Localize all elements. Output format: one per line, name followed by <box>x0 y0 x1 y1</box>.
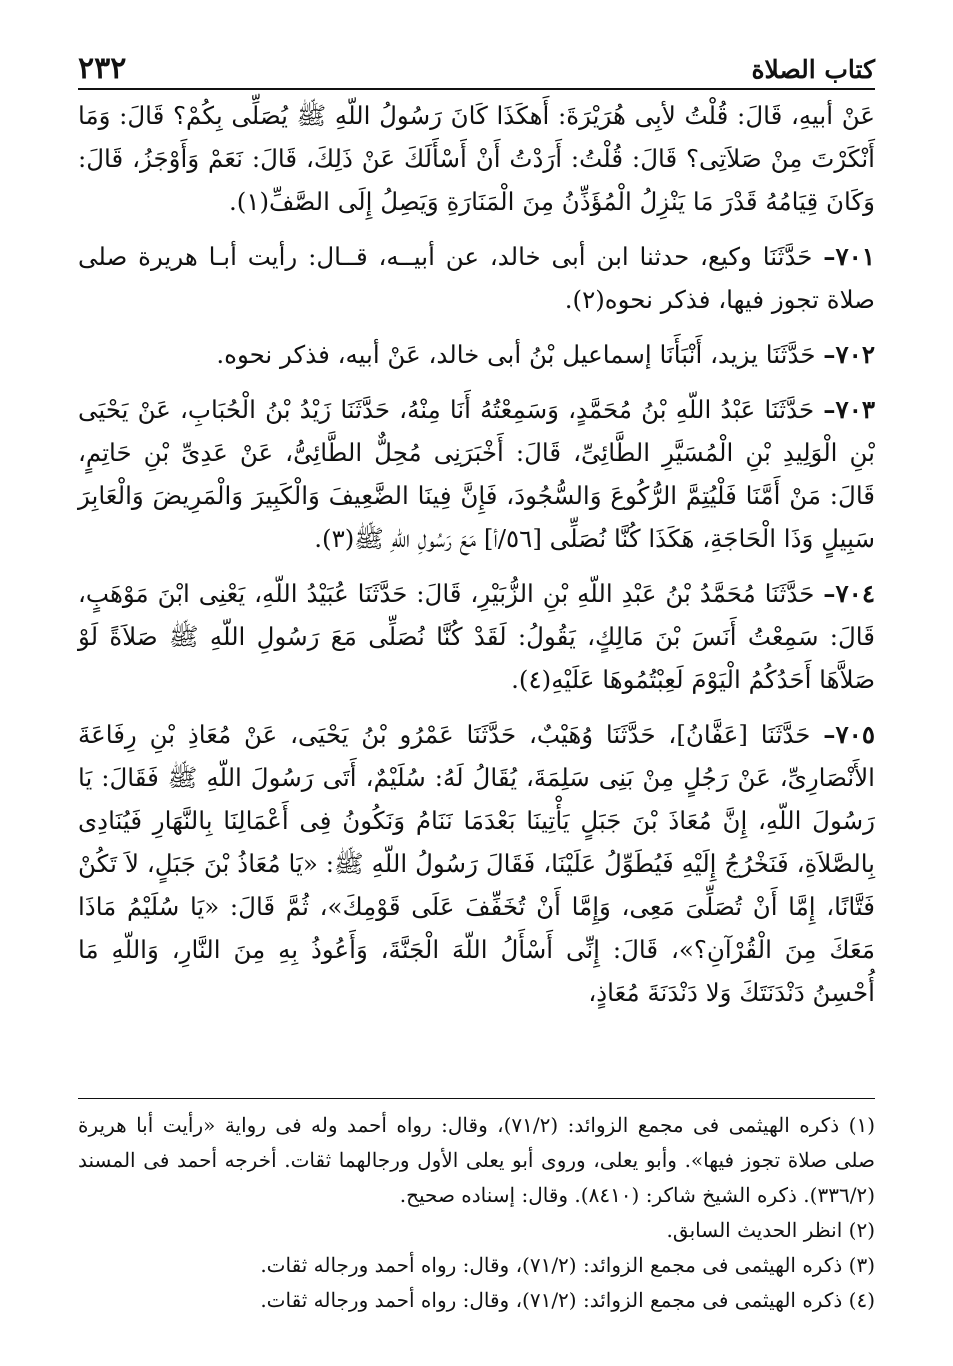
footnote-2: (٢) انظر الحديث السابق. <box>666 1218 875 1242</box>
hadith-text: حَدَّثَنَا عَبْدُ اللّهِ بْنُ مُحَمَّدٍ، وَسَمِعْتُهُ أَنَا مِنْهُ، حَدَّثَنَا زَيْدُ بْنُ الْحُبَابِ، عَنْ يَحْيَى بْنِ الْوَلِيدِ بْنِ الْمُسَيَّرِ الطَّائِىِّ، قَالَ: أَخْبَرَنِى مُحِلٌّ الطَّائِىُّ، عَنْ عَدِىِّ بْنِ حَاتِمٍ، قَالَ: مَنْ أَمَّنَا فَلْيُتِمَّ الرُّكُوعَ وَالسُّجُودَ، فَإِنَّ فِينَا الضَّعِيفَ وَالْكَبِيرَ وَالْمَرِيضَ وَالْعَابِرَ سَبِيلٍ وَذَا الْحَاجَةِ، هَكَذَا كُنَّا نُصَلِّى [٥٦/أ] مَعَ رَسُولِ اللّهِ ﷺ(٣). <box>78 395 875 553</box>
page-number: ٢٣٢ <box>78 51 127 86</box>
footnote-1: (١) ذكره الهيثمى فى مجمع الزوائد: (٧١/٢)، وقال: رواه أحمد وله فى رواية «رأيت أبا هريرة صلى صلاة تجوز فيها». وأبو يعلى، وروى أبو يعلى الأول ورجالهما ثقات. أخرجه أحمد فى المسند (٣٣٦/٢). ذكره الشيخ شاكر: (٨٤١٠). وقال: إسناده صحيح. <box>78 1113 875 1207</box>
book-title: كتاب الصلاة <box>751 55 875 84</box>
hadith-701 <box>78 235 875 321</box>
footnote-divider <box>78 1098 875 1099</box>
hadith-text: حَدَّثَنَا مُحَمَّدُ بْنُ عَبْدِ اللّهِ بْنِ الزُّبَيْرِ، قَالَ: حَدَّثَنَا عُبَيْدُ اللّهِ، يَعْنِى ابْنَ مَوْهَبٍ، قَالَ: سَمِعْتُ أَنَسَ بْنَ مَالِكٍ، يَقُولُ: لَقَدْ كُنَّا نُصَلِّى مَعَ رَسُولِ اللّهِ ﷺ صَلاَةً لَوْ صَلاَّهَا أَحَدُكُمُ الْيَوْمَ لَعِبْتُمُوهَا عَلَيْهِ(٤). <box>78 579 875 694</box>
footnote-4: (٤) ذكره الهيثمى فى مجمع الزوائد: (٧١/٢)، وقال: رواه أحمد ورجاله ثقات. <box>260 1288 875 1312</box>
hadith-text: حَدَّثَنَا وكيع، حدثنا ابن أبى خالد، عن أبيــه، قــال: رأيت أبـا هريرة صلى صلاة تجوز فيها، فذكر نحوه(٢). <box>78 242 875 314</box>
hadith-number: ٧٠١– <box>823 242 875 271</box>
hadith-text: حَدَّثَنَا يزيد، أَنْبَأَنَا إسماعيل بْنُ أبى خالد، عَنْ أبيه، فذكر نحوه. <box>216 340 816 369</box>
hadith-702 <box>78 333 875 376</box>
page-header <box>78 44 875 90</box>
footnote-3: (٣) ذكره الهيثمى فى مجمع الزوائد: (٧١/٢)، وقال: رواه أحمد ورجاله ثقات. <box>260 1253 875 1277</box>
hadith-703 <box>78 388 875 560</box>
hadith-704 <box>78 572 875 701</box>
paragraph-continuation <box>78 94 875 223</box>
hadith-number: ٧٠٢– <box>823 340 875 369</box>
main-text <box>78 94 875 1026</box>
hadith-number: ٧٠٤– <box>823 579 875 608</box>
footnotes <box>78 1108 875 1318</box>
hadith-text: حَدَّثَنَا [عَفَّانُ]، حَدَّثَنَا وُهَيْبٌ، حَدَّثَنَا عَمْرُو بْنُ يَحْيَى، عَنْ مُعَاذِ بْنِ رِفَاعَةَ الأَنْصَارِىِّ، عَنْ رَجُلٍ مِنْ بَنِى سَلِمَةَ، يُقَالُ لَهُ: سُلَيْمٌ، أَتَى رَسُولَ اللّهِ ﷺ فَقَالَ: يَا رَسُولَ اللّهِ، إِنَّ مُعَاذَ بْنَ جَبَلٍ يَأْتِينَا بَعْدَمَا نَنَامُ وَنَكُونُ فِى أَعْمَالِنَا بِالنَّهَارِ فَيُنَادِى بِالصَّلاَةِ، فَنَخْرُجُ إِلَيْهِ فَيُطَوِّلُ عَلَيْنَا، فَقَالَ رَسُولُ اللّهِ ﷺ: «يَا مُعَاذُ بْنَ جَبَلٍ، لاَ تَكُنْ فَتَّانًا، إِمَّا أَنْ تُصَلِّىَ مَعِى، وَإِمَّا أَنْ تُخَفِّفَ عَلَى قَوْمِكَ»، ثُمَّ قَالَ: «يَا سُلَيْمُ مَاذَا مَعَكَ مِنَ الْقُرْآنِ؟»، قَالَ: إِنِّى أَسْأَلُ اللّهَ الْجَنَّةَ، وَأَعُوذُ بِهِ مِنَ النَّارِ، وَاللّهِ مَا أُحْسِنُ دَنْدَنَتَكَ وَلا دَنْدَنَةَ مُعَاذٍ، <box>78 720 875 1007</box>
hadith-705 <box>78 713 875 1014</box>
paragraph-text: عَنْ أبيهِ، قَالَ: قُلْتُ لأبِى هُرَيْرَةَ: أَهكَذَا كَانَ رَسُولُ اللّهِ ﷺ يُصَلِّى بِكُمْ؟ قَالَ: وَمَا أَنْكَرْتَ مِنْ صَلاَتِى؟ قَالَ: قُلْتُ: أَرَدْتُ أَنْ أَسْأَلَكَ عَنْ ذَلِكَ، قَالَ: نَعَمْ وَأَوْجَزُ، قَالَ: وَكَانَ قِيَامُهُ قَدْرَ مَا يَنْزِلُ الْمُؤَذِّنُ مِنَ الْمَنَارَةِ وَيَصِلُ إِلَى الصَّفِّ(١). <box>78 101 875 216</box>
hadith-number: ٧٠٥– <box>823 720 875 749</box>
hadith-number: ٧٠٣– <box>823 395 876 424</box>
